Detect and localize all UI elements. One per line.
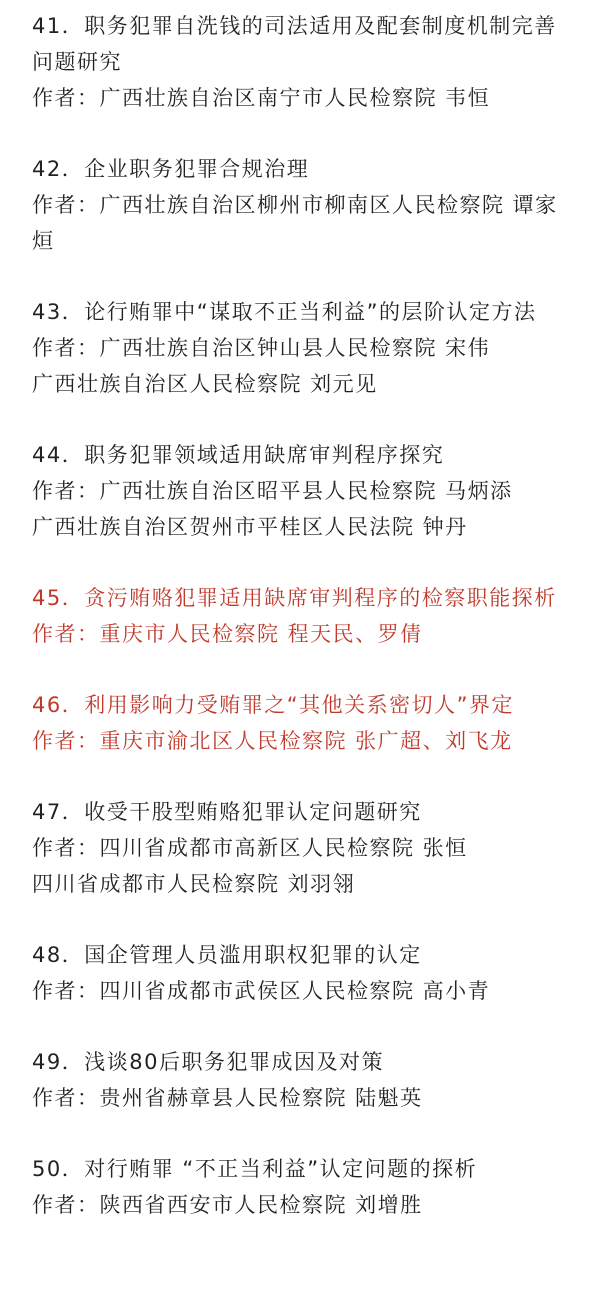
entry-author-line: 作者：贵州省赫章县人民检察院 陆魁英 bbox=[32, 1086, 423, 1110]
entry-author-line: 作者：重庆市人民检察院 程天民、罗倩 bbox=[32, 622, 423, 646]
list-item bbox=[32, 937, 574, 1009]
entry-author-line: 作者：陕西省西安市人民检察院 刘增胜 bbox=[32, 1193, 423, 1217]
entry-title: 41．职务犯罪自洗钱的司法适用及配套制度机制完善问题研究 bbox=[32, 14, 557, 74]
entry-title: 47．收受干股型贿赂犯罪认定问题研究 bbox=[32, 800, 422, 824]
entry-author-line: 作者：广西壮族自治区柳州市柳南区人民检察院 谭家烜 bbox=[32, 193, 558, 253]
entry-author-line: 广西壮族自治区人民检察院 刘元见 bbox=[32, 372, 378, 396]
entry-author-line: 作者：广西壮族自治区昭平县人民检察院 马炳添 bbox=[32, 479, 513, 503]
list-item bbox=[32, 294, 574, 402]
entry-title: 50．对行贿罪 “不正当利益”认定问题的探析 bbox=[32, 1157, 478, 1181]
entry-author-line: 作者：四川省成都市高新区人民检察院 张恒 bbox=[32, 836, 468, 860]
entry-title: 48．国企管理人员滥用职权犯罪的认定 bbox=[32, 943, 422, 967]
list-item bbox=[32, 8, 574, 116]
entry-title: 42．企业职务犯罪合规治理 bbox=[32, 157, 310, 181]
entry-title: 46．利用影响力受贿罪之“其他关系密切人”界定 bbox=[32, 693, 514, 717]
entry-title: 43．论行贿罪中“谋取不正当利益”的层阶认定方法 bbox=[32, 300, 537, 324]
list-item bbox=[32, 437, 574, 545]
list-item bbox=[32, 794, 574, 902]
entry-author-line: 广西壮族自治区贺州市平桂区人民法院 钟丹 bbox=[32, 515, 468, 539]
entry-title: 49．浅谈80后职务犯罪成因及对策 bbox=[32, 1050, 384, 1074]
entry-author-line: 作者：广西壮族自治区钟山县人民检察院 宋伟 bbox=[32, 336, 491, 360]
list-item bbox=[32, 1151, 574, 1223]
entry-author-line: 四川省成都市人民检察院 刘羽翎 bbox=[32, 872, 356, 896]
entry-title: 45．贪污贿赂犯罪适用缺席审判程序的检察职能探析 bbox=[32, 586, 557, 610]
list-item-highlighted bbox=[32, 580, 574, 652]
entry-author-line: 作者：四川省成都市武侯区人民检察院 高小青 bbox=[32, 979, 491, 1003]
entry-title: 44．职务犯罪领域适用缺席审判程序探究 bbox=[32, 443, 445, 467]
list-item bbox=[32, 151, 574, 259]
list-item-highlighted bbox=[32, 687, 574, 759]
entry-author-line: 作者：重庆市渝北区人民检察院 张广超、刘飞龙 bbox=[32, 729, 513, 753]
list-item bbox=[32, 1044, 574, 1116]
entry-author-line: 作者：广西壮族自治区南宁市人民检察院 韦恒 bbox=[32, 86, 491, 110]
